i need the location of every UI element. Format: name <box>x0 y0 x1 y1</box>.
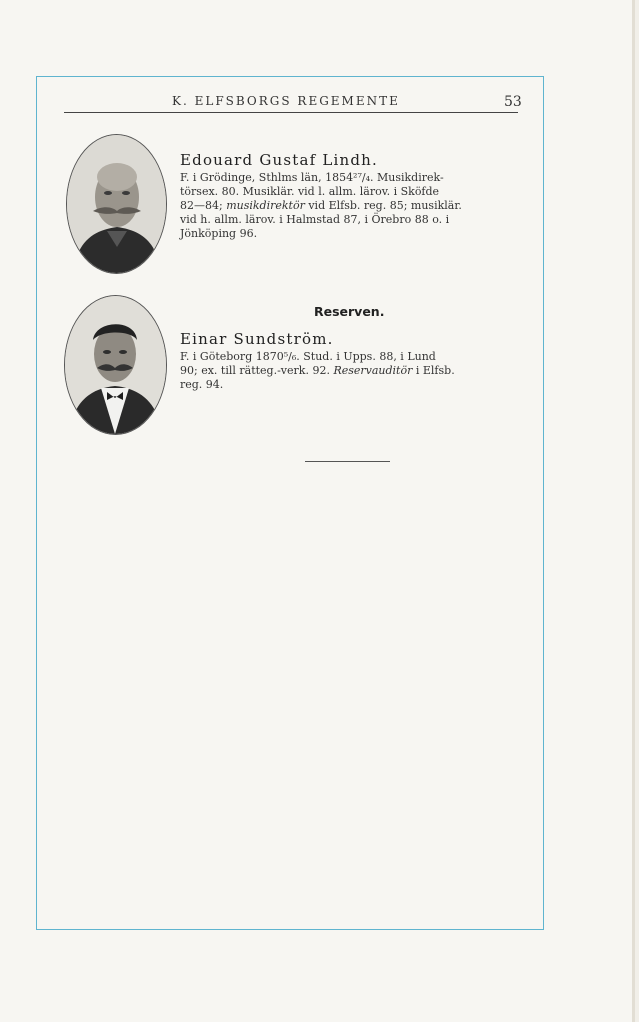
bio-line: F. i Grödinge, Sthlms län, 1854²⁷/₄. Musikdirek- <box>180 171 444 184</box>
bio-line: 90; ex. till rätteg.-verk. 92. <box>180 364 334 377</box>
entry-bio <box>180 171 525 241</box>
bio-line: Jönköping 96. <box>180 227 258 240</box>
page-number: 53 <box>504 94 522 110</box>
header-rule <box>64 112 518 113</box>
bio-line: törsex. 80. Musiklär. vid l. allm. lärov. i Sköfde <box>180 185 440 198</box>
bio-line: vid h. allm. lärov. i Halmstad 87, i Örebro 88 o. i <box>180 213 450 226</box>
running-head: K. ELFSBORGS REGEMENTE <box>172 94 400 108</box>
bio-line: reg. 94. <box>180 378 224 391</box>
entry-name: Einar Sundström. <box>180 330 334 348</box>
entry-name: Edouard Gustaf Lindh. <box>180 151 379 169</box>
bio-italic-term: Reservauditör <box>333 364 413 377</box>
portrait-sundstrom <box>64 295 167 435</box>
section-heading: Reserven. <box>314 304 385 319</box>
portrait-lindh <box>66 134 167 274</box>
entry-bio <box>180 350 525 392</box>
bio-italic-term: musikdirektör <box>226 199 305 212</box>
bio-line: vid Elfsb. reg. 85; musiklär. <box>304 199 462 212</box>
bio-line: 82—84; <box>180 199 227 212</box>
bio-line: i Elfsb. <box>412 364 455 377</box>
bio-line: F. i Göteborg 1870⁵/₆. Stud. i Upps. 88, i Lund <box>180 350 436 363</box>
end-rule <box>305 461 390 462</box>
